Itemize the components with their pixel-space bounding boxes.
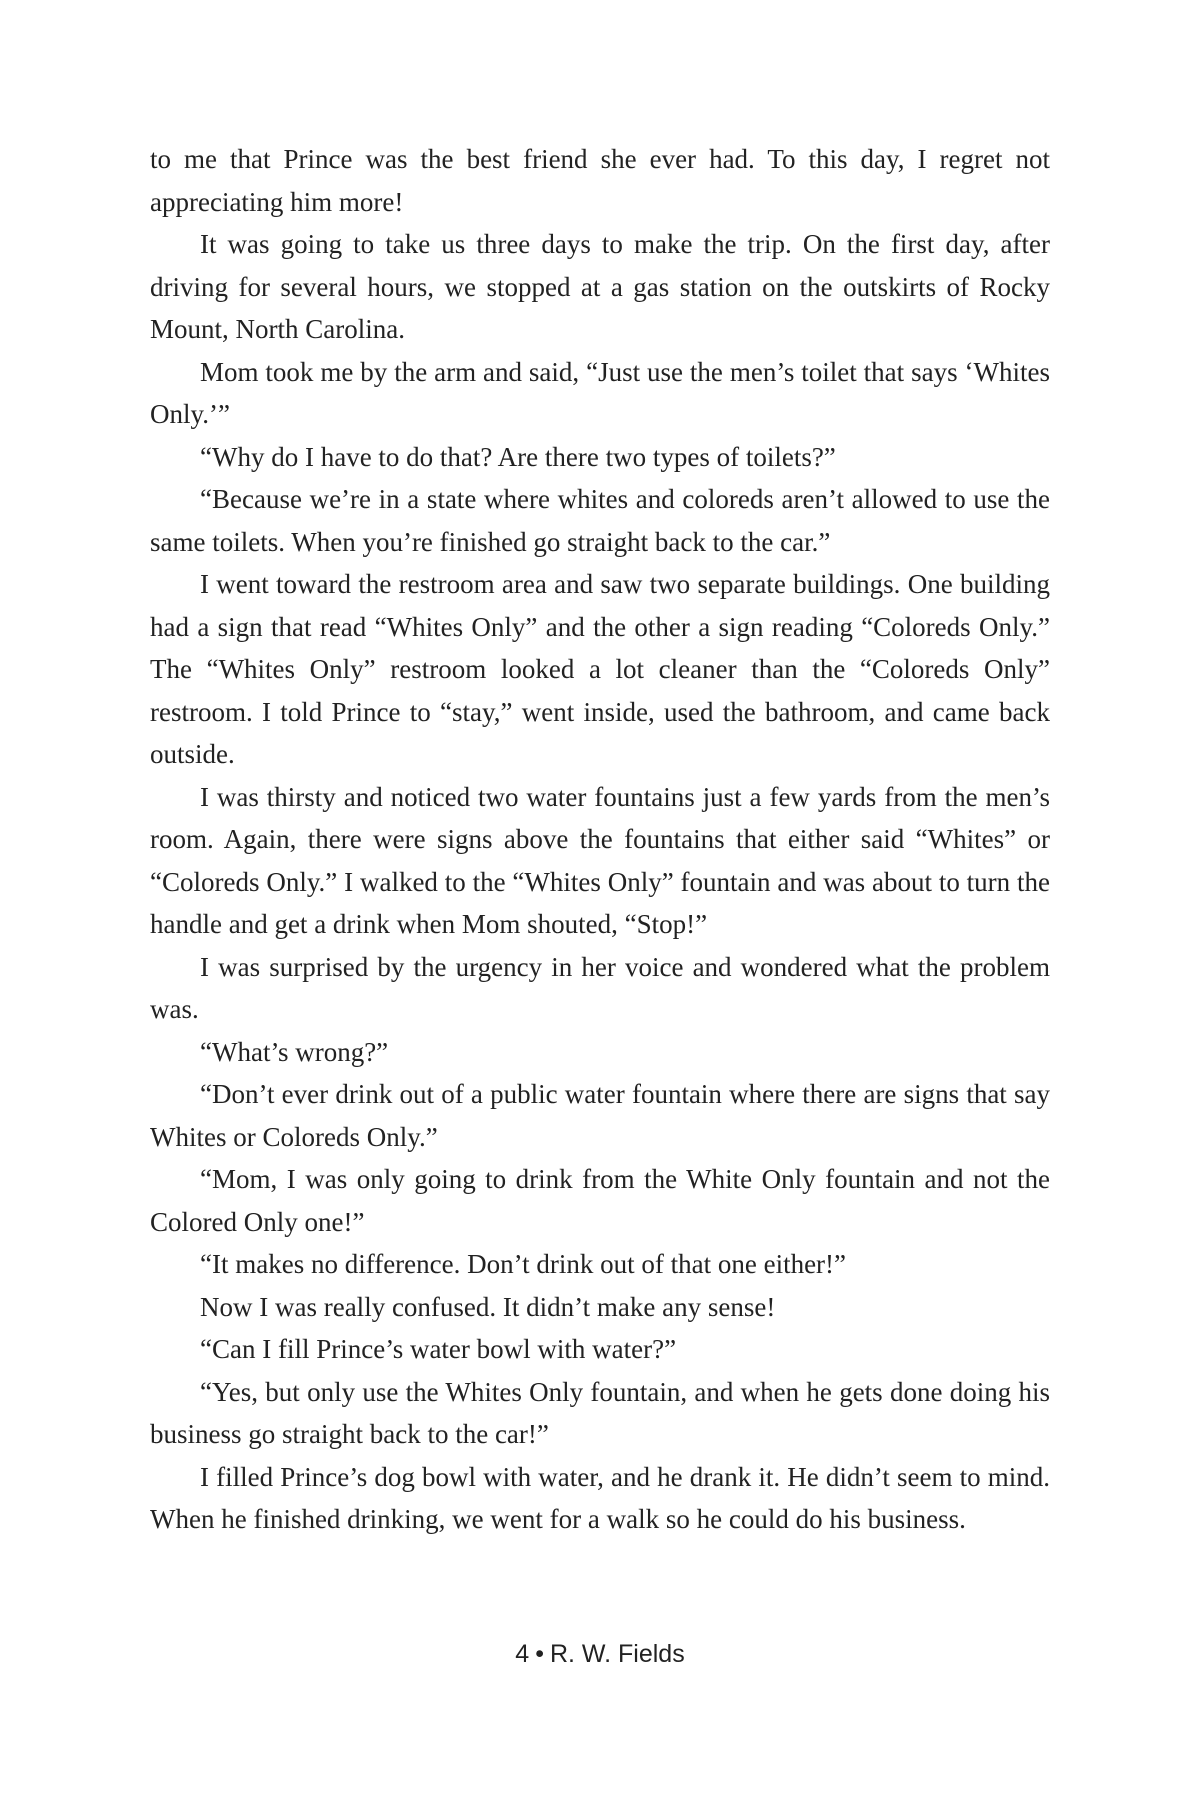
paragraph: to me that Prince was the best friend she ever had. To this day, I regret not appreciating him more! — [150, 144, 1050, 217]
paragraph: “Why do I have to do that? Are there two types of toilets?” — [200, 441, 836, 472]
paragraph: “What’s wrong?” — [200, 1036, 389, 1067]
paragraph: Mom took me by the arm and said, “Just use the men’s toilet that says ‘Whites Only.’” — [150, 356, 1050, 429]
paragraph: I was thirsty and noticed two water fountains just a few yards from the men’s room. Again, there were signs above the fountains that either said “Whites” or “Coloreds Only.” I walked to the “Whites Only” fountain and was about to turn the handle and get a drink when Mom shouted, “Stop!” — [150, 781, 1050, 939]
running-author: R. W. Fields — [549, 1640, 685, 1668]
page-footer — [0, 1640, 1200, 1669]
bullet-separator: • — [535, 1640, 544, 1668]
paragraph: “It makes no difference. Don’t drink out of that one either!” — [200, 1249, 847, 1279]
body-text — [150, 138, 1050, 1541]
paragraph: Now I was really confused. It didn’t make any sense! — [200, 1291, 776, 1322]
page-number: 4 — [515, 1640, 530, 1668]
paragraph: “Yes, but only use the Whites Only fountain, and when he gets done doing his business go straight back to the car!” — [150, 1376, 1050, 1449]
paragraph: I filled Prince’s dog bowl with water, and he drank it. He didn’t seem to mind. When he finished drinking, we went for a walk so he could do his business. — [150, 1461, 1050, 1534]
paragraph: I was surprised by the urgency in her voice and wondered what the problem was. — [150, 951, 1050, 1024]
paragraph: It was going to take us three days to make the trip. On the first day, after driving for several hours, we stopped at a gas station on the outskirts of Rocky Mount, North Carolina. — [150, 229, 1050, 344]
paragraph: “Mom, I was only going to drink from the White Only fountain and not the Colored Only one!” — [150, 1164, 1050, 1237]
paragraph: “Don’t ever drink out of a public water fountain where there are signs that say Whites or Coloreds Only.” — [150, 1079, 1050, 1152]
paragraph: “Because we’re in a state where whites and coloreds aren’t allowed to use the same toilets. When you’re finished go straight back to the car.” — [150, 484, 1050, 557]
paragraph: I went toward the restroom area and saw two separate buildings. One building had a sign that read “Whites Only” and the other a sign reading “Coloreds Only.” The “Whites Only” restroom looked a lot cleaner than the “Coloreds Only” restroom. I told Prince to “stay,” went inside, used the bathroom, and came back outside. — [150, 569, 1050, 769]
paragraph: “Can I fill Prince’s water bowl with water?” — [200, 1334, 677, 1364]
